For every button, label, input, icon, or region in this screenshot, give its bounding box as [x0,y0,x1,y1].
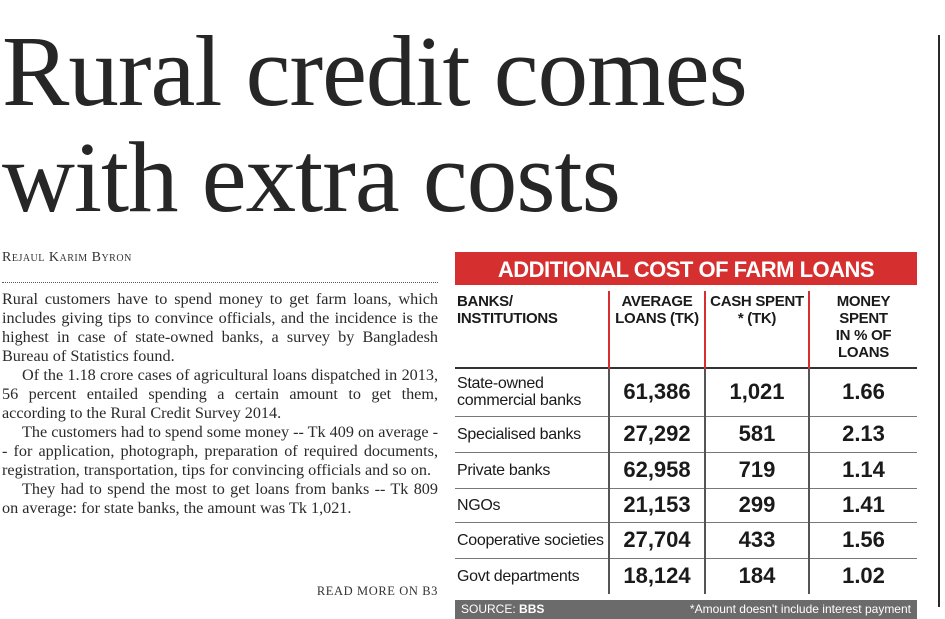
headline-line-1: Rural credit comes [2,15,747,127]
farm-loans-infographic [455,252,917,619]
article-paragraph-2: Of the 1.18 crore cases of agricultural loans dispatched in 2013, 56 percent entailed spending a certain amount to get them, according to the Rural Credit Survey 2014. [2,366,438,422]
table-header-row [455,291,917,368]
row-average-loan: 27,292 [609,416,705,452]
table-row [455,522,917,558]
row-cash-spent: 184 [705,558,809,594]
row-average-loan: 62,958 [609,452,705,488]
row-average-loan: 18,124 [609,558,705,594]
row-cash-spent: 1,021 [705,368,809,416]
row-name: NGOs [455,488,609,522]
row-average-loan: 61,386 [609,368,705,416]
table-row [455,416,917,452]
row-name: Specialised banks [455,416,609,452]
row-percent: 2.13 [809,416,917,452]
row-name: Govt departments [455,558,609,594]
headline-line-2: with extra costs [2,121,620,233]
table-row [455,558,917,594]
row-name: Cooperative societies [455,522,609,558]
row-average-loan: 21,153 [609,488,705,522]
byline: Rejaul Karim Byron [2,250,132,265]
headline [2,15,937,233]
header-average-loans: AVERAGE LOANS (TK) [609,291,705,368]
table-row [455,368,917,416]
source-credit: SOURCE: BBS [461,602,545,616]
row-percent: 1.56 [809,522,917,558]
header-cash-spent: CASH SPENT * (TK) [705,291,809,368]
row-name: Private banks [455,452,609,488]
infographic-title: ADDITIONAL COST OF FARM LOANS [455,252,917,285]
header-institutions: BANKS/ INSTITUTIONS [457,293,558,327]
row-name: State-owned commercial banks [457,375,582,410]
row-cash-spent: 719 [705,452,809,488]
article-paragraph-1: Rural customers have to spend money to get farm loans, which includes giving tips to convince officials, and the incidence is the highest in case of state-owned banks, a survey by Bangladesh Bureau of Statistics found. [2,290,438,365]
column-rule [938,35,940,607]
row-percent: 1.41 [809,488,917,522]
article-paragraph-3: The customers had to spend some money -- Tk 409 on average -- for application, photograph, preparation of required documents, registration, transportation, tips for convincing officials and so on. [2,423,438,479]
byline-divider [2,282,438,283]
row-cash-spent: 433 [705,522,809,558]
header-money-spent-pct: MONEY SPENT IN % OF LOANS [809,291,917,368]
row-cash-spent: 581 [705,416,809,452]
article-body [2,290,438,518]
read-more-link[interactable]: READ MORE ON B3 [316,584,438,598]
row-percent: 1.02 [809,558,917,594]
table-row [455,488,917,522]
footnote: *Amount doesn't include interest payment [689,602,911,616]
loans-table [455,291,917,594]
row-percent: 1.66 [809,368,917,416]
row-percent: 1.14 [809,452,917,488]
row-cash-spent: 299 [705,488,809,522]
table-row [455,452,917,488]
article-paragraph-4: They had to spend the most to get loans from banks -- Tk 809 on average: for state banks, the amount was Tk 1,021. [2,480,438,517]
row-average-loan: 27,704 [609,522,705,558]
source-bar [455,600,917,619]
